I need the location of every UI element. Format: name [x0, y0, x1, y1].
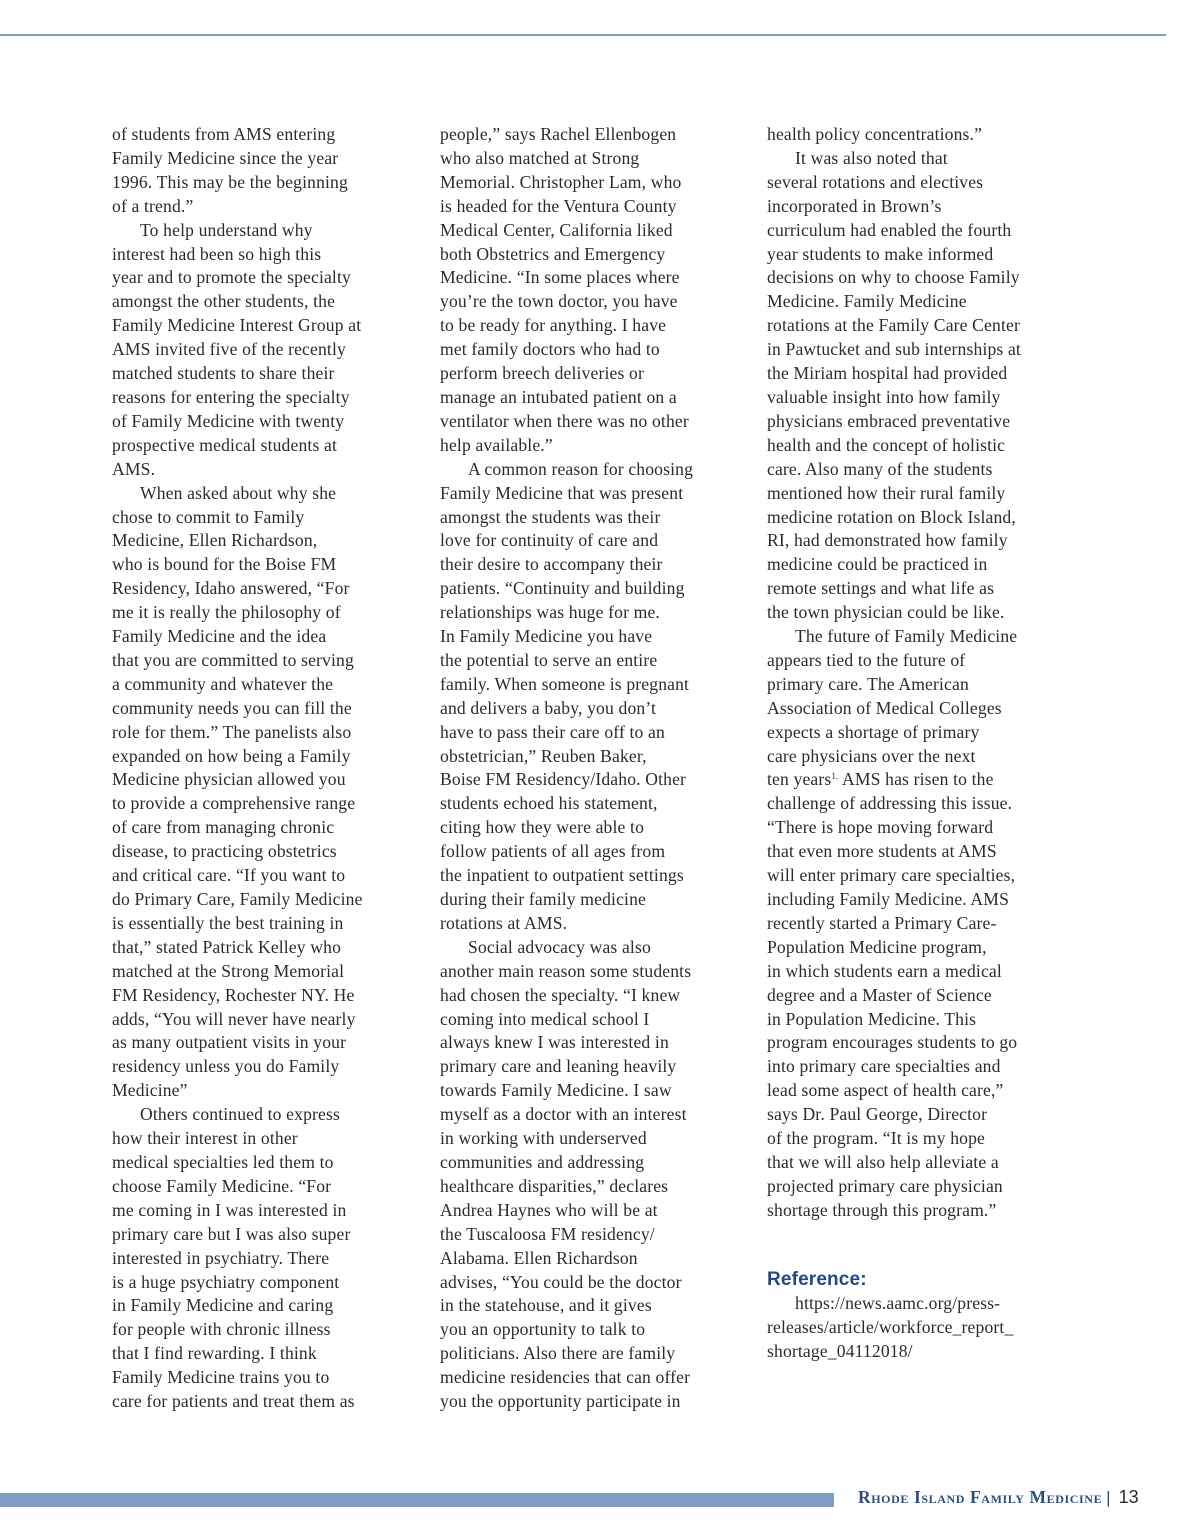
- text-line: matched at the Strong Memorial: [112, 960, 345, 981]
- text-line: shortage through this program.”: [767, 1199, 997, 1220]
- text-line: Andrea Haynes who will be at: [440, 1199, 658, 1220]
- text-line: primary care. The American: [767, 673, 969, 694]
- page-footer: [858, 1487, 1139, 1508]
- text-line: the Miriam hospital had provided: [767, 363, 1008, 384]
- text-line: of a trend.”: [112, 195, 194, 216]
- text-line: care physicians over the next: [767, 745, 976, 766]
- text-line: is a huge psychiatry component: [112, 1271, 340, 1292]
- text-line: medicine rotation on Block Island,: [767, 506, 1016, 527]
- text-line: Medicine”: [112, 1080, 188, 1101]
- text-line: another main reason some students: [440, 960, 692, 981]
- text-line: “There is hope moving forward: [767, 817, 994, 838]
- reference-url[interactable]: [767, 1292, 1072, 1364]
- text-line: remote settings and what life as: [767, 578, 995, 599]
- text-line: 1996. This may be the beginning: [112, 171, 348, 192]
- text-line: obstetrician,” Reuben Baker,: [440, 745, 647, 766]
- text-line: matched students to share their: [112, 363, 335, 384]
- text-line: for people with chronic illness: [112, 1319, 331, 1340]
- text-line: Boise FM Residency/Idaho. Other: [440, 769, 687, 790]
- text-line: physicians embraced preventative: [767, 410, 1011, 431]
- text-line: valuable insight into how family: [767, 386, 1001, 407]
- text-line: that we will also help alleviate a: [767, 1151, 999, 1172]
- text-line: decisions on why to choose Family: [767, 267, 1020, 288]
- text-line: primary care and leaning heavily: [440, 1056, 677, 1077]
- text-line: always knew I was interested in: [440, 1032, 669, 1053]
- footer-bar: [0, 1493, 834, 1507]
- text-line: Residency, Idaho answered, “For: [112, 578, 350, 599]
- text-line: rotations at AMS.: [440, 912, 568, 933]
- text-line: as many outpatient visits in your: [112, 1032, 347, 1053]
- reference-line: shortage_04112018/: [767, 1340, 913, 1361]
- text-line: relationships was huge for me.: [440, 602, 660, 623]
- text-line: incorporated in Brown’s: [767, 195, 942, 216]
- text-line: coming into medical school I: [440, 1008, 650, 1029]
- text-line: RI, had demonstrated how family: [767, 530, 1008, 551]
- text-line: towards Family Medicine. I saw: [440, 1080, 672, 1101]
- text-line: the inpatient to outpatient settings: [440, 865, 684, 886]
- text-line: that I find rewarding. I think: [112, 1343, 317, 1364]
- footer-separator: |: [1106, 1488, 1111, 1507]
- text-line: role for them.” The panelists also: [112, 721, 352, 742]
- text-line: health and the concept of holistic: [767, 434, 1006, 455]
- text-line: several rotations and electives: [767, 171, 984, 192]
- text-line: the town physician could be like.: [767, 602, 1005, 623]
- text-line: AMS invited five of the recently: [112, 339, 346, 360]
- text-line: medicine residencies that can offer: [440, 1367, 691, 1388]
- text-line: who also matched at Strong: [440, 147, 640, 168]
- text-line: community needs you can fill the: [112, 697, 352, 718]
- text-line: in Pawtucket and sub internships at: [767, 339, 1021, 360]
- text-line: Medicine, Ellen Richardson,: [112, 530, 318, 551]
- article-column-1: [112, 123, 412, 1414]
- text-line: me it is really the philosophy of: [112, 602, 341, 623]
- text-line: met family doctors who had to: [440, 339, 660, 360]
- text-line: adds, “You will never have nearly: [112, 1008, 356, 1029]
- text-line: mentioned how their rural family: [767, 482, 1006, 503]
- text-line: me coming in I was interested in: [112, 1199, 347, 1220]
- text-line: rotations at the Family Care Center: [767, 315, 1020, 336]
- text-line: Family Medicine Interest Group at: [112, 315, 362, 336]
- text-line: advises, “You could be the doctor: [440, 1271, 682, 1292]
- text-line: care for patients and treat them as: [112, 1391, 355, 1412]
- text-line: Memorial. Christopher Lam, who: [440, 171, 682, 192]
- text-line: have to pass their care off to an: [440, 721, 665, 742]
- text-line: is essentially the best training in: [112, 912, 344, 933]
- text-fragment: AMS has risen to the: [838, 769, 994, 790]
- text-line: Association of Medical Colleges: [767, 697, 1002, 718]
- text-line: Medicine. “In some places where: [440, 267, 680, 288]
- text-line: expanded on how being a Family: [112, 745, 351, 766]
- text-line: during their family medicine: [440, 889, 646, 909]
- text-line: of Family Medicine with twenty: [112, 410, 345, 431]
- text-line: do Primary Care, Family Medicine: [112, 889, 363, 909]
- text-line: is headed for the Ventura County: [440, 195, 677, 216]
- text-line: reasons for entering the specialty: [112, 386, 350, 407]
- reference-line: releases/article/workforce_report_: [767, 1316, 1014, 1337]
- text-line: in the statehouse, and it gives: [440, 1295, 652, 1316]
- text-line: their desire to accompany their: [440, 554, 663, 575]
- text-line: how their interest in other: [112, 1128, 298, 1149]
- text-line: that even more students at AMS: [767, 841, 997, 862]
- text-line: will enter primary care specialties,: [767, 865, 1016, 886]
- text-line: prospective medical students at: [112, 434, 337, 455]
- text-line: and delivers a baby, you don’t: [440, 697, 657, 718]
- text-line: appears tied to the future of: [767, 649, 966, 670]
- text-line: to be ready for anything. I have: [440, 315, 667, 336]
- text-line: Family Medicine since the year: [112, 147, 339, 168]
- text-line: chose to commit to Family: [112, 506, 305, 527]
- text-line: patients. “Continuity and building: [440, 578, 685, 599]
- text-line: Medical Center, California liked: [440, 219, 673, 240]
- text-line: that you are committed to serving: [112, 649, 354, 670]
- publication-name: Rhode Island Family Medicine: [858, 1487, 1103, 1507]
- text-line: communities and addressing: [440, 1151, 645, 1172]
- text-line: including Family Medicine. AMS: [767, 889, 1010, 909]
- reference-heading: Reference:: [767, 1268, 867, 1290]
- text-line: [767, 768, 1072, 792]
- text-line: the Tuscaloosa FM residency/: [440, 1223, 655, 1244]
- page-number: 13: [1118, 1487, 1139, 1507]
- article-column-3: [767, 123, 1072, 1363]
- text-line: interest had been so high this: [112, 243, 322, 264]
- text-line: choose Family Medicine. “For: [112, 1175, 332, 1196]
- text-line: Population Medicine program,: [767, 936, 987, 957]
- text-line: FM Residency, Rochester NY. He: [112, 984, 355, 1005]
- text-line: Medicine physician allowed you: [112, 769, 346, 790]
- text-line: of care from managing chronic: [112, 817, 335, 838]
- text-line: medicine could be practiced in: [767, 554, 988, 575]
- footnote-marker: 1.: [831, 771, 839, 782]
- text-line: Family Medicine and the idea: [112, 626, 327, 647]
- text-line: amongst the students was their: [440, 506, 661, 527]
- text-line: help available.”: [440, 434, 553, 455]
- text-line: in working with underserved: [440, 1128, 647, 1149]
- top-rule: [0, 34, 1166, 36]
- text-line: you the opportunity participate in: [440, 1391, 681, 1412]
- text-line: curriculum had enabled the fourth: [767, 219, 1012, 240]
- text-line: perform breech deliveries or: [440, 363, 644, 384]
- text-line: It was also noted that: [795, 147, 948, 168]
- text-line: citing how they were able to: [440, 817, 645, 838]
- text-line: The future of Family Medicine: [795, 626, 1018, 647]
- text-fragment: ten years: [767, 769, 832, 790]
- text-line: care. Also many of the students: [767, 458, 993, 479]
- text-line: primary care but I was also super: [112, 1223, 351, 1244]
- text-line: family. When someone is pregnant: [440, 673, 690, 694]
- text-line: people,” says Rachel Ellenbogen: [440, 124, 677, 144]
- text-line: ventilator when there was no other: [440, 410, 689, 431]
- text-line: Family Medicine that was present: [440, 482, 684, 503]
- text-line: projected primary care physician: [767, 1175, 1003, 1196]
- article-column-2: [440, 123, 742, 1414]
- text-line: a community and whatever the: [112, 673, 334, 694]
- text-line: To help understand why: [140, 219, 313, 240]
- text-line: disease, to practicing obstetrics: [112, 841, 337, 862]
- text-line: challenge of addressing this issue.: [767, 793, 1013, 814]
- text-line: Others continued to express: [140, 1104, 340, 1125]
- reference-line: https://news.aamc.org/press-: [795, 1292, 1001, 1313]
- text-line: students echoed his statement,: [440, 793, 658, 814]
- text-line: follow patients of all ages from: [440, 841, 666, 862]
- text-line: Medicine. Family Medicine: [767, 291, 967, 312]
- text-line: lead some aspect of health care,”: [767, 1080, 1004, 1101]
- text-line: AMS.: [112, 458, 156, 479]
- text-line: love for continuity of care and: [440, 530, 659, 551]
- text-line: says Dr. Paul George, Director: [767, 1104, 988, 1125]
- text-line: expects a shortage of primary: [767, 721, 980, 742]
- text-line: manage an intubated patient on a: [440, 386, 677, 407]
- text-line: into primary care specialties and: [767, 1056, 1001, 1077]
- text-line: and critical care. “If you want to: [112, 865, 346, 886]
- text-line: year and to promote the specialty: [112, 267, 351, 288]
- text-line: in Family Medicine and caring: [112, 1295, 334, 1316]
- text-line: amongst the other students, the: [112, 291, 336, 312]
- text-line: in which students earn a medical: [767, 960, 1002, 981]
- text-line: of the program. “It is my hope: [767, 1128, 986, 1149]
- text-line: Alabama. Ellen Richardson: [440, 1247, 638, 1268]
- text-line: program encourages students to go: [767, 1032, 1018, 1053]
- text-line: in Population Medicine. This: [767, 1008, 977, 1029]
- text-line: to provide a comprehensive range: [112, 793, 356, 814]
- text-line: interested in psychiatry. There: [112, 1247, 330, 1268]
- text-line: residency unless you do Family: [112, 1056, 340, 1077]
- text-line: In Family Medicine you have: [440, 626, 653, 647]
- text-line: medical specialties led them to: [112, 1151, 334, 1172]
- text-line: had chosen the specialty. “I knew: [440, 984, 681, 1005]
- text-line: Social advocacy was also: [468, 936, 651, 957]
- text-line: you’re the town doctor, you have: [440, 291, 678, 312]
- text-line: healthcare disparities,” declares: [440, 1175, 669, 1196]
- text-line: degree and a Master of Science: [767, 984, 992, 1005]
- text-line: of students from AMS entering: [112, 124, 336, 144]
- text-line: year students to make informed: [767, 243, 994, 264]
- text-line: politicians. Also there are family: [440, 1343, 676, 1364]
- text-line: myself as a doctor with an interest: [440, 1104, 687, 1125]
- text-line: you an opportunity to talk to: [440, 1319, 646, 1340]
- text-line: both Obstetrics and Emergency: [440, 243, 666, 264]
- text-line: A common reason for choosing: [468, 458, 694, 479]
- text-line: recently started a Primary Care-: [767, 912, 997, 933]
- text-line: that,” stated Patrick Kelley who: [112, 936, 342, 957]
- text-line: health policy concentrations.”: [767, 124, 983, 144]
- text-line: Family Medicine trains you to: [112, 1367, 330, 1388]
- text-line: When asked about why she: [140, 482, 337, 503]
- text-line: who is bound for the Boise FM: [112, 554, 337, 575]
- text-line: the potential to serve an entire: [440, 649, 658, 670]
